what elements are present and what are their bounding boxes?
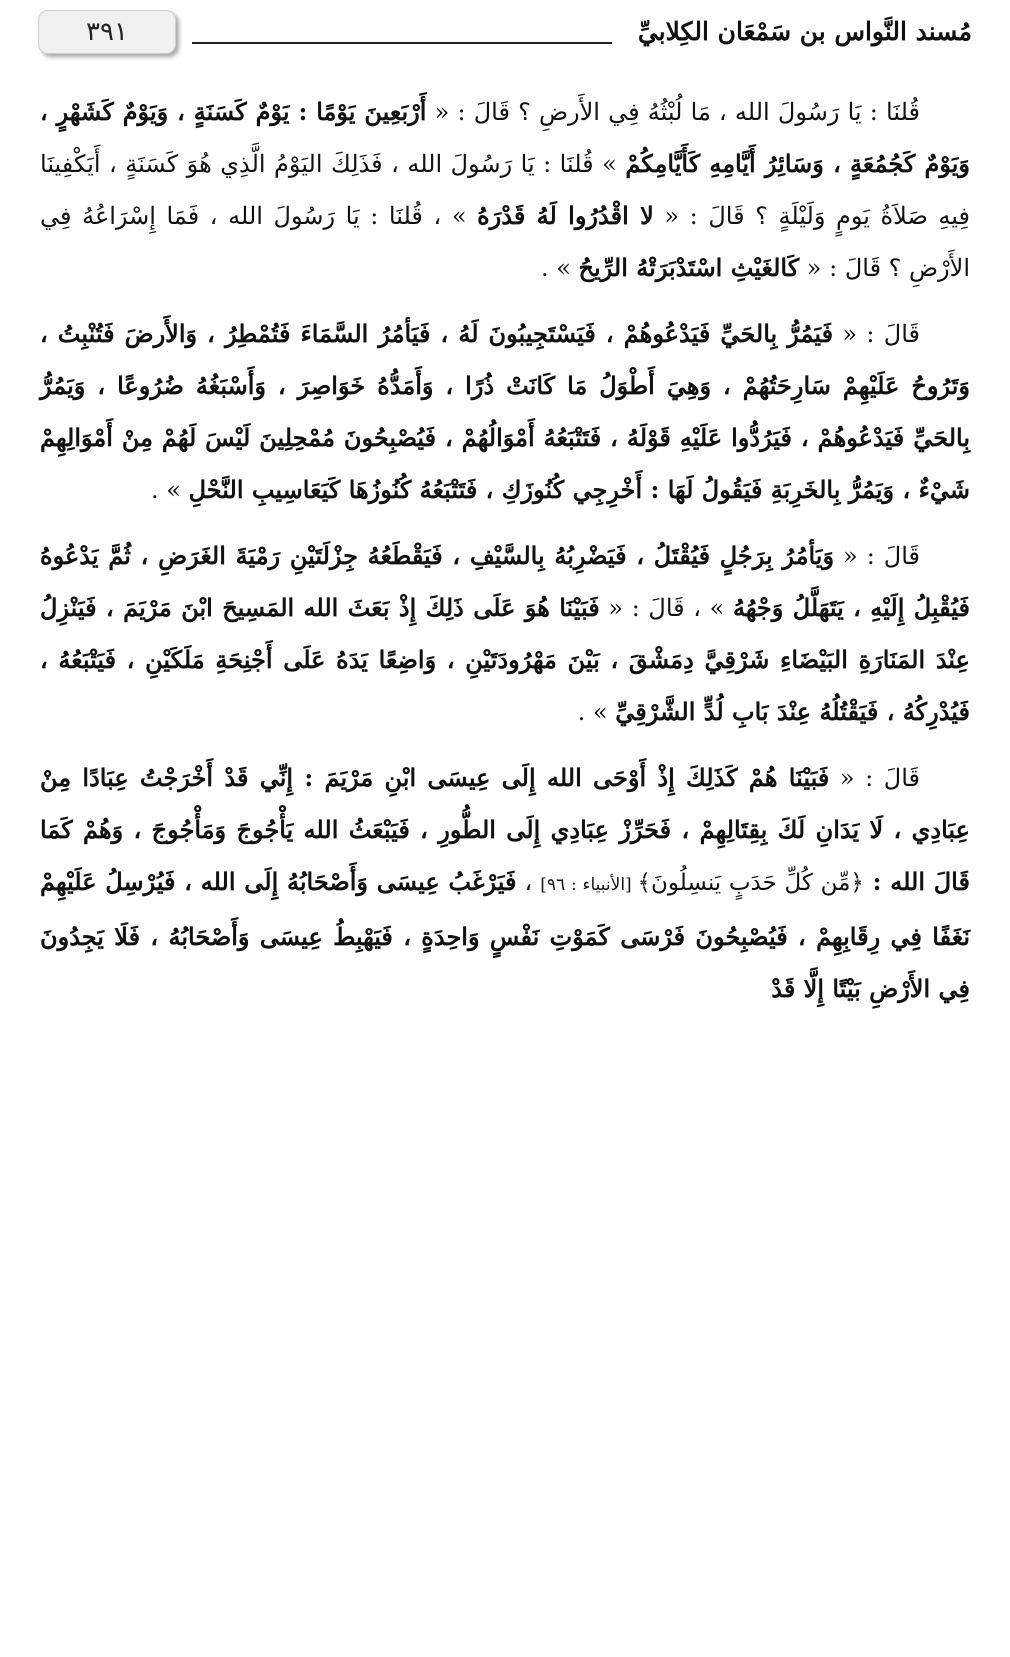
narration-text: » . — [577, 698, 616, 726]
quran-verse: ﴿مِّن كُلِّ حَدَبٍ يَنسِلُونَ﴾ — [637, 870, 864, 896]
narration-text: قُلنَا : يَا رَسُولَ الله ، مَا لُبْثُهُ فِي الأَرضِ ؟ قَالَ : « — [426, 98, 920, 126]
hadith-speech: كَالغَيْثِ اسْتَدْبَرَتْهُ الرِّيحُ — [578, 253, 800, 282]
page-header — [38, 6, 972, 62]
narration-text: » ، قَالَ : « — [599, 594, 733, 622]
narration-text: » قُلنَا : يَا رَسُولَ الله ، فَذَلِكَ اليَوْمُ الَّذِي هُوَ كَسَنَةٍ ، أَيَكْفِينَا فِيهِ صَلاَةُ يَومٍ وَلَيْلَةٍ ؟ قَالَ : « — [40, 150, 970, 230]
running-title: مُسند النَّواس بن سَمْعَان الكِلابيِّ — [637, 17, 972, 46]
hadith-speech: فَيَرْغَبُ عِيسَى وَأَصْحَابُهُ إِلَى الله ، فَيُرْسِلُ عَلَيْهِمْ نَغَفًا فِي رِقَابِهِمْ ، فَيُصْبِحُونَ فَرْسَى كَمَوْتِ نَفْسٍ وَاحِدَةٍ ، فَيَهْبِطُ عِيسَى وَأَصْحَابُهُ ، فَلَا يَجِدُونَ فِي الأَرْضِ بَيْتًا إِلَّا قَدْ — [40, 867, 970, 1003]
narration-text: » . — [151, 476, 189, 504]
paragraph — [40, 86, 970, 294]
hadith-speech: فَبَيْنَا هُوَ عَلَى ذَلِكَ إِذْ بَعَثَ الله المَسِيحَ ابْنَ مَرْيَمَ ، فَيَنْزِلُ عِنْدَ المَنَارَةِ البَيْضَاءِ شَرْقِيَّ دِمَشْقَ ، بَيْنَ مَهْرُودَتَيْنِ ، وَاضِعًا يَدَهُ عَلَى أَجْنِحَةِ مَلَكَيْنِ ، فَيَتْبَعُهُ ، فَيُدْرِكُهُ ، فَيَقْتُلُهُ عِنْدَ بَابِ لُدٍّ الشَّرْقِيِّ — [40, 593, 970, 726]
narration-text: » ، قُلنَا : يَا رَسُولَ الله ، فَمَا إِسْرَاعُهُ فِي الأَرْضِ ؟ قَالَ : « — [40, 202, 970, 282]
hadith-speech: فَيَمُرُّ بِالحَيِّ فَيَدْعُوهُمْ ، فَيَسْتَجِيبُونَ لَهُ ، فَيَأمُرُ السَّمَاءَ فَتُمْطِرُ ، وَالأَرضَ فَتُنْبِتُ ، وَتَرُوحُ عَلَيْهِمْ سَارِحَتُهُمْ ، وَهِيَ أَطْوَلُ مَا كَانَتْ ذُرًا ، وَأَمَدُّهُ خَوَاصِرَ ، وَأَسْبَغُهُ ضُرُوعًا ، وَيَمُرُّ بِالحَيِّ فَيَدْعُوهُمْ ، فَيَرُدُّوا عَلَيْهِ قَوْلَهُ ، فَتَتْبَعُهُ أَمْوَالُهُمْ ، فَيُصْبِحُونَ مُمْحِلِينَ لَيْسَ لَهُمْ مِنْ أَمْوَالِهِمْ شَيْءٌ ، وَيَمُرُّ بِالخَرِبَةِ فَيَقُولُ لَهَا : أَخْرِجِي كُنُوزَكِ ، فَتَتْبَعُهُ كُنُوزُهَا كَيَعَاسِيبِ النَّحْلِ — [40, 319, 970, 504]
page-number: ٣٩١ — [38, 10, 176, 54]
hadith-speech: فَبَيْنَا هُمْ كَذَلِكَ إِذْ أَوْحَى الله إِلَى عِيسَى ابْنِ مَرْيَمَ : إِنِّي قَدْ أَخْرَجْتُ عِبَادًا مِنْ عِبَادِي ، لَا يَدَانِ لَكَ بِقِتَالِهِمْ ، فَحَرِّزْ عِبَادِي إِلَى الطُّورِ ، فَيَبْعَثُ الله يَأْجُوجَ وَمَأْجُوجَ ، وَهُمْ كَمَا قَالَ الله : — [40, 763, 970, 896]
paragraph — [40, 752, 970, 1015]
header-rule — [192, 42, 612, 44]
hadith-text-body — [40, 86, 970, 1029]
hadith-speech: أَرْبَعِينَ يَوْمًا : يَوْمٌ كَسَنَةٍ ، وَيَوْمٌ كَشَهْرٍ ، وَيَوْمٌ كَجُمُعَةٍ ، وَسَائِرُ أَيَّامِهِ كَأَيَّامِكُمْ — [40, 97, 970, 178]
narration-text: ، — [516, 868, 541, 896]
narration-text: قَالَ : « — [829, 764, 920, 792]
paragraph — [40, 308, 970, 516]
verse-reference: [الأنبياء : ٩٦] — [540, 875, 638, 895]
narration-text: قَالَ : « — [834, 542, 920, 570]
narration-text: قَالَ : « — [833, 320, 920, 348]
hadith-speech: لا اقْدُرُوا لَهُ قَدْرَهُ — [477, 201, 654, 230]
paragraph — [40, 530, 970, 738]
narration-text: » . — [540, 254, 579, 282]
hadith-speech: وَيَأمُرُ بِرَجُلٍ فَيُقْتَلُ ، فَيَضْرِبُهُ بِالسَّيْفِ ، فَيَقْطَعُهُ جِزْلَتَيْنِ رَمْيَةَ الغَرَضِ ، ثُمَّ يَدْعُوهُ فَيُقْبِلُ إِلَيْهِ ، يَتَهَلَّلُ وَجْهُهُ — [40, 541, 970, 622]
